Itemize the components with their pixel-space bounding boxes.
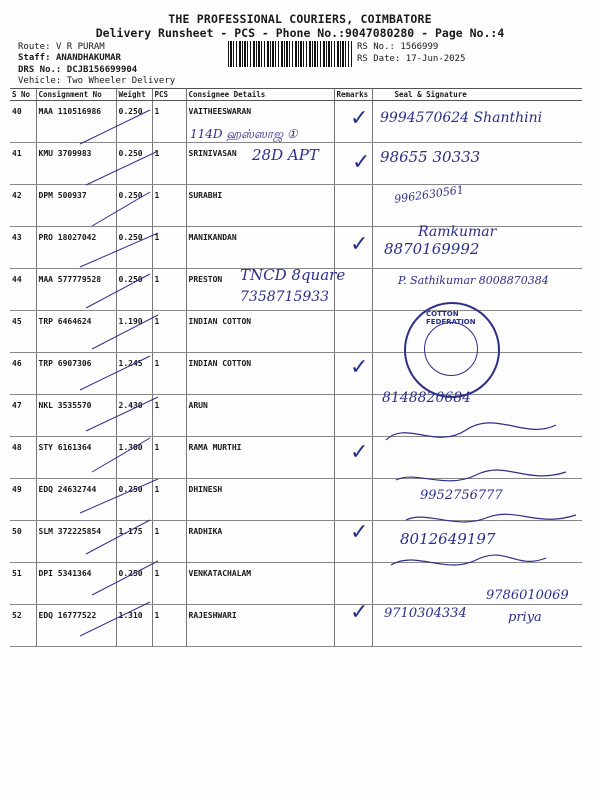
check-mark-icon: ✓ bbox=[350, 440, 369, 465]
handwritten-phone: 8870169992 bbox=[384, 240, 480, 258]
seal-text: COTTON FEDERATION bbox=[426, 310, 476, 326]
cell-weight: 0.250 bbox=[116, 269, 152, 311]
cell-consignee: VAITHEESWARAN bbox=[186, 101, 334, 143]
handwritten-note: TNCD 8quare bbox=[240, 266, 346, 284]
cell-consignee: MANIKANDAN bbox=[186, 227, 334, 269]
vehicle-line bbox=[18, 76, 175, 86]
handwritten-phone: 9786010069 bbox=[486, 588, 569, 603]
signature-scribble bbox=[386, 423, 556, 440]
cell-pcs: 1 bbox=[152, 437, 186, 479]
cell-weight: 2.430 bbox=[116, 395, 152, 437]
cell-pcs: 1 bbox=[152, 563, 186, 605]
route-label: Route: bbox=[18, 42, 51, 52]
handwritten-phone: 8148820684 bbox=[382, 390, 472, 406]
cell-sno: 45 bbox=[10, 311, 36, 353]
diagonal-stroke bbox=[92, 192, 150, 226]
cell-sno: 44 bbox=[10, 269, 36, 311]
signature-scribble bbox=[406, 514, 576, 522]
check-mark-icon: ✓ bbox=[350, 600, 369, 625]
cell-pcs: 1 bbox=[152, 269, 186, 311]
cell-consignment: SLM 372225854 bbox=[36, 521, 116, 563]
diagonal-stroke bbox=[92, 438, 150, 472]
seal-inner-ring bbox=[424, 322, 478, 376]
diagonal-stroke bbox=[86, 151, 158, 185]
staff-label: Staff: bbox=[18, 53, 51, 63]
col-consignment: Consignment No bbox=[36, 89, 116, 101]
cell-consignee: RAJESHWARI bbox=[186, 605, 334, 647]
cell-sno: 42 bbox=[10, 185, 36, 227]
diagonal-stroke bbox=[80, 602, 150, 636]
cell-pcs: 1 bbox=[152, 395, 186, 437]
cell-consignee: SURABHI bbox=[186, 185, 334, 227]
col-remarks: Remarks bbox=[334, 89, 372, 101]
drs-label: DRS No.: bbox=[18, 65, 62, 75]
route-line bbox=[18, 42, 105, 52]
cell-weight: 0.250 bbox=[116, 479, 152, 521]
cell-consignee: VENKATACHALAM bbox=[186, 563, 334, 605]
cell-sno: 52 bbox=[10, 605, 36, 647]
col-signature: Seal & Signature bbox=[372, 89, 582, 101]
cell-pcs: 1 bbox=[152, 605, 186, 647]
staff-line bbox=[18, 53, 121, 63]
cell-consignee: INDIAN COTTON bbox=[186, 353, 334, 395]
cell-pcs: 1 bbox=[152, 353, 186, 395]
cell-consignment: NKL 3535570 bbox=[36, 395, 116, 437]
check-mark-icon: ✓ bbox=[350, 106, 369, 131]
cell-sno: 50 bbox=[10, 521, 36, 563]
col-weight: Weight bbox=[116, 89, 152, 101]
cell-weight: 0.250 bbox=[116, 227, 152, 269]
diagonal-stroke bbox=[86, 520, 150, 554]
cell-consignment: TRP 6907306 bbox=[36, 353, 116, 395]
cell-sno: 41 bbox=[10, 143, 36, 185]
handwritten-phone: 9710304334 bbox=[384, 606, 467, 621]
drs-value: DCJB156699904 bbox=[66, 65, 138, 75]
rs-date-label: RS Date: bbox=[357, 54, 401, 64]
cell-weight: 1.175 bbox=[116, 521, 152, 563]
handwritten-note: 114D ஹஸ்ஸாஜ ① bbox=[190, 127, 298, 141]
cell-consignee: PRESTON bbox=[186, 269, 334, 311]
rs-date-line bbox=[357, 54, 465, 64]
cell-consignment: MAA 110516986 bbox=[36, 101, 116, 143]
check-mark-icon: ✓ bbox=[352, 150, 371, 175]
cell-consignment: EDQ 16777522 bbox=[36, 605, 116, 647]
cell-consignee: SRINIVASAN bbox=[186, 143, 334, 185]
cell-consignment: DPM 500937 bbox=[36, 185, 116, 227]
cell-consignment: DPI 5341364 bbox=[36, 563, 116, 605]
cell-sno: 48 bbox=[10, 437, 36, 479]
diagonal-stroke bbox=[92, 315, 158, 349]
cell-pcs: 1 bbox=[152, 311, 186, 353]
cell-consignment: MAA 577779528 bbox=[36, 269, 116, 311]
cell-weight: 1.310 bbox=[116, 605, 152, 647]
handwritten-note: 28D APT bbox=[252, 146, 319, 164]
cell-sno: 49 bbox=[10, 479, 36, 521]
cell-consignee: DHINESH bbox=[186, 479, 334, 521]
handwritten-phone: 9952756777 bbox=[420, 488, 503, 503]
col-pcs: PCS bbox=[152, 89, 186, 101]
rs-no-label: RS No.: bbox=[357, 42, 395, 52]
cell-pcs: 1 bbox=[152, 143, 186, 185]
cell-consignment: KMU 3709983 bbox=[36, 143, 116, 185]
diagonal-stroke bbox=[80, 233, 158, 267]
cell-pcs: 1 bbox=[152, 101, 186, 143]
handwritten-name: Ramkumar bbox=[418, 224, 497, 240]
rs-date-value: 17-Jun-2025 bbox=[405, 54, 466, 64]
diagonal-strokes bbox=[60, 100, 360, 640]
cell-weight: 0.250 bbox=[116, 143, 152, 185]
check-mark-icon: ✓ bbox=[350, 232, 369, 257]
signature-scribbles bbox=[376, 380, 586, 630]
signature-scribble bbox=[396, 470, 566, 481]
handwritten-signature: 9994570624 Shanthini bbox=[380, 110, 543, 126]
cell-consignment: STY 6161364 bbox=[36, 437, 116, 479]
handwritten-phone: 98655 30333 bbox=[380, 148, 481, 166]
drs-line bbox=[18, 65, 137, 75]
staff-value: ANANDHAKUMAR bbox=[55, 53, 121, 63]
cell-weight: 1.245 bbox=[116, 353, 152, 395]
route-value: V R PURAM bbox=[55, 42, 105, 52]
check-mark-icon: ✓ bbox=[350, 355, 369, 380]
company-title: THE PROFESSIONAL COURIERS, COIMBATORE bbox=[168, 12, 432, 26]
vehicle-label: Vehicle: bbox=[18, 76, 62, 86]
cell-consignee: INDIAN COTTON bbox=[186, 311, 334, 353]
cell-consignee: ARUN bbox=[186, 395, 334, 437]
cell-consignment: EDQ 24632744 bbox=[36, 479, 116, 521]
col-consignee: Consignee Details bbox=[186, 89, 334, 101]
cell-sno: 40 bbox=[10, 101, 36, 143]
cell-pcs: 1 bbox=[152, 521, 186, 563]
cell-consignment: PRO 18027042 bbox=[36, 227, 116, 269]
diagonal-stroke bbox=[80, 479, 158, 513]
cell-weight: 1.300 bbox=[116, 437, 152, 479]
company-seal bbox=[404, 302, 500, 398]
barcode bbox=[228, 41, 352, 67]
diagonal-stroke bbox=[80, 110, 150, 144]
cell-consignment: TRP 6464624 bbox=[36, 311, 116, 353]
check-mark-icon: ✓ bbox=[350, 520, 369, 545]
handwritten-phone: 7358715933 bbox=[240, 289, 330, 305]
table-header-row bbox=[10, 89, 582, 101]
diagonal-stroke bbox=[80, 356, 150, 390]
diagonal-stroke bbox=[86, 397, 158, 431]
cell-sno: 51 bbox=[10, 563, 36, 605]
cell-weight: 0.250 bbox=[116, 101, 152, 143]
cell-weight: 0.250 bbox=[116, 185, 152, 227]
runsheet-title: Delivery Runsheet - PCS - Phone No.:9047080280 - Page No.:4 bbox=[95, 26, 505, 40]
cell-sno: 43 bbox=[10, 227, 36, 269]
cell-consignee: RADHIKA bbox=[186, 521, 334, 563]
handwritten-signature: P. Sathikumar 8008870384 bbox=[398, 274, 549, 287]
signature-scribble bbox=[391, 555, 546, 565]
diagonal-stroke bbox=[86, 274, 150, 308]
cell-pcs: 1 bbox=[152, 185, 186, 227]
cell-pcs: 1 bbox=[152, 227, 186, 269]
cell-weight: 0.250 bbox=[116, 563, 152, 605]
cell-weight: 1.190 bbox=[116, 311, 152, 353]
handwritten-phone: 8012649197 bbox=[400, 530, 496, 548]
cell-sno: 47 bbox=[10, 395, 36, 437]
diagonal-stroke bbox=[92, 561, 158, 595]
rs-no-line bbox=[357, 42, 438, 52]
cell-pcs: 1 bbox=[152, 479, 186, 521]
handwritten-phone: 9962630561 bbox=[393, 183, 465, 206]
rs-no-value: 1566999 bbox=[400, 42, 439, 52]
vehicle-value: Two Wheeler Delivery bbox=[66, 76, 176, 86]
handwritten-name: priya bbox=[508, 610, 542, 625]
cell-sno: 46 bbox=[10, 353, 36, 395]
col-sno: S No bbox=[10, 89, 36, 101]
cell-consignee: RAMA MURTHI bbox=[186, 437, 334, 479]
